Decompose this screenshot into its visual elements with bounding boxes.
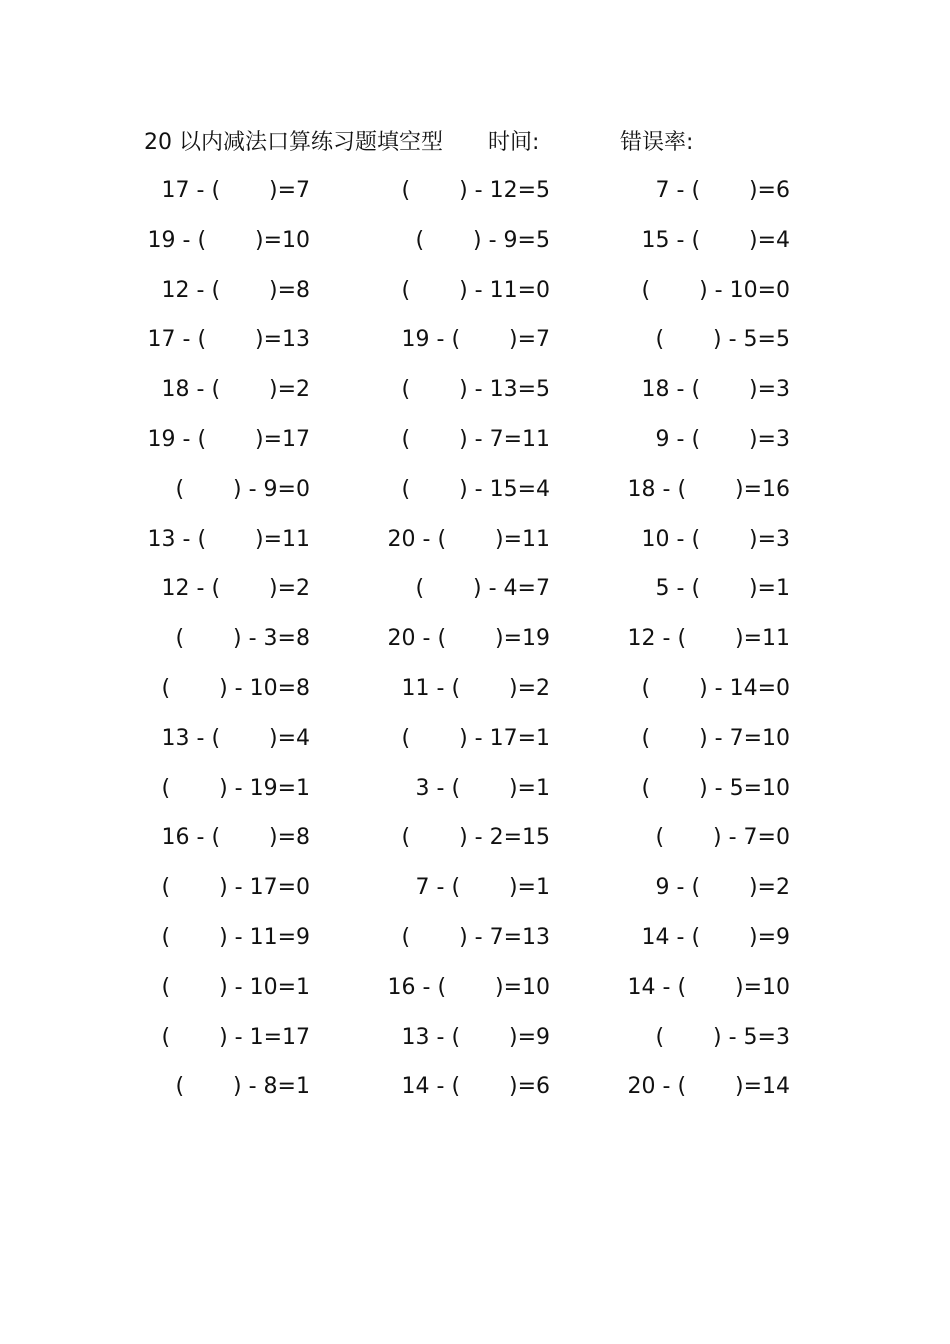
problem-grid <box>140 174 810 1120</box>
problem-row <box>140 473 810 523</box>
problem-cell: 9 - ( )=2 <box>655 875 790 901</box>
problem-row <box>140 821 810 871</box>
problem-cell: 7 - ( )=1 <box>415 875 550 901</box>
problem-cell: 14 - ( )=10 <box>627 974 790 1000</box>
problem-cell: ( ) - 9=5 <box>415 227 550 253</box>
problem-cell: ( ) - 9=0 <box>175 476 310 502</box>
problem-row <box>140 373 810 423</box>
problem-cell: ( ) - 11=0 <box>401 277 550 303</box>
worksheet-header <box>144 126 804 160</box>
problem-cell: 16 - ( )=10 <box>387 974 550 1000</box>
problem-row <box>140 1021 810 1071</box>
time-label: 时间: <box>488 130 540 155</box>
worksheet-title: 20 以内减法口算练习题填空型 <box>144 130 443 155</box>
error-rate-label: 错误率: <box>620 130 694 155</box>
problem-cell: ( ) - 10=8 <box>161 675 310 701</box>
problem-cell: 13 - ( )=11 <box>147 526 310 552</box>
problem-cell: ( ) - 17=0 <box>161 875 310 901</box>
problem-cell: ( ) - 14=0 <box>641 675 790 701</box>
problem-row <box>140 174 810 224</box>
problem-cell: ( ) - 10=1 <box>161 974 310 1000</box>
problem-cell: ( ) - 5=10 <box>641 775 790 801</box>
problem-row <box>140 523 810 573</box>
problem-cell: ( ) - 7=0 <box>655 825 790 851</box>
problem-cell: ( ) - 11=9 <box>161 924 310 950</box>
problem-cell: 20 - ( )=19 <box>387 626 550 652</box>
problem-row <box>140 622 810 672</box>
problem-row <box>140 971 810 1021</box>
problem-cell: 3 - ( )=1 <box>415 775 550 801</box>
problem-row <box>140 871 810 921</box>
problem-cell: ( ) - 5=3 <box>655 1024 790 1050</box>
problem-cell: 7 - ( )=6 <box>655 178 790 203</box>
problem-cell: 12 - ( )=8 <box>161 277 310 303</box>
problem-cell: ( ) - 1=17 <box>161 1024 310 1050</box>
problem-row <box>140 323 810 373</box>
problem-cell: 20 - ( )=14 <box>627 1074 790 1100</box>
problem-row <box>140 274 810 324</box>
problem-cell: ( ) - 8=1 <box>175 1074 310 1100</box>
problem-cell: ( ) - 10=0 <box>641 277 790 303</box>
problem-cell: ( ) - 7=13 <box>401 924 550 950</box>
problem-cell: 14 - ( )=6 <box>401 1074 550 1100</box>
problem-cell: 13 - ( )=9 <box>401 1024 550 1050</box>
problem-cell: ( ) - 3=8 <box>175 626 310 652</box>
problem-cell: ( ) - 7=11 <box>401 426 550 452</box>
problem-cell: 18 - ( )=3 <box>641 377 790 403</box>
problem-cell: ( ) - 13=5 <box>401 377 550 403</box>
problem-row <box>140 921 810 971</box>
problem-cell: 11 - ( )=2 <box>401 675 550 701</box>
problem-row <box>140 572 810 622</box>
problem-cell: ( ) - 15=4 <box>401 476 550 502</box>
problem-cell: 19 - ( )=17 <box>147 426 310 452</box>
problem-cell: 19 - ( )=10 <box>147 227 310 253</box>
problem-row <box>140 1070 810 1120</box>
problem-row <box>140 423 810 473</box>
problem-row <box>140 722 810 772</box>
problem-row <box>140 772 810 822</box>
problem-row <box>140 672 810 722</box>
problem-cell: ( ) - 5=5 <box>655 327 790 353</box>
problem-cell: ( ) - 12=5 <box>401 178 550 203</box>
problem-cell: ( ) - 4=7 <box>415 576 550 602</box>
problem-cell: 19 - ( )=7 <box>401 327 550 353</box>
problem-cell: 15 - ( )=4 <box>641 227 790 253</box>
problem-cell: 18 - ( )=2 <box>161 377 310 403</box>
problem-cell: 14 - ( )=9 <box>641 924 790 950</box>
problem-cell: ( ) - 2=15 <box>401 825 550 851</box>
problem-cell: ( ) - 17=1 <box>401 725 550 751</box>
problem-cell: ( ) - 7=10 <box>641 725 790 751</box>
problem-cell: 9 - ( )=3 <box>655 426 790 452</box>
problem-cell: 12 - ( )=2 <box>161 576 310 602</box>
problem-cell: 17 - ( )=13 <box>147 327 310 353</box>
problem-cell: 20 - ( )=11 <box>387 526 550 552</box>
problem-cell: 18 - ( )=16 <box>627 476 790 502</box>
problem-cell: ( ) - 19=1 <box>161 775 310 801</box>
problem-cell: 16 - ( )=8 <box>161 825 310 851</box>
problem-cell: 10 - ( )=3 <box>641 526 790 552</box>
problem-cell: 12 - ( )=11 <box>627 626 790 652</box>
problem-cell: 5 - ( )=1 <box>655 576 790 602</box>
problem-cell: 13 - ( )=4 <box>161 725 310 751</box>
problem-cell: 17 - ( )=7 <box>161 178 310 203</box>
problem-row <box>140 224 810 274</box>
